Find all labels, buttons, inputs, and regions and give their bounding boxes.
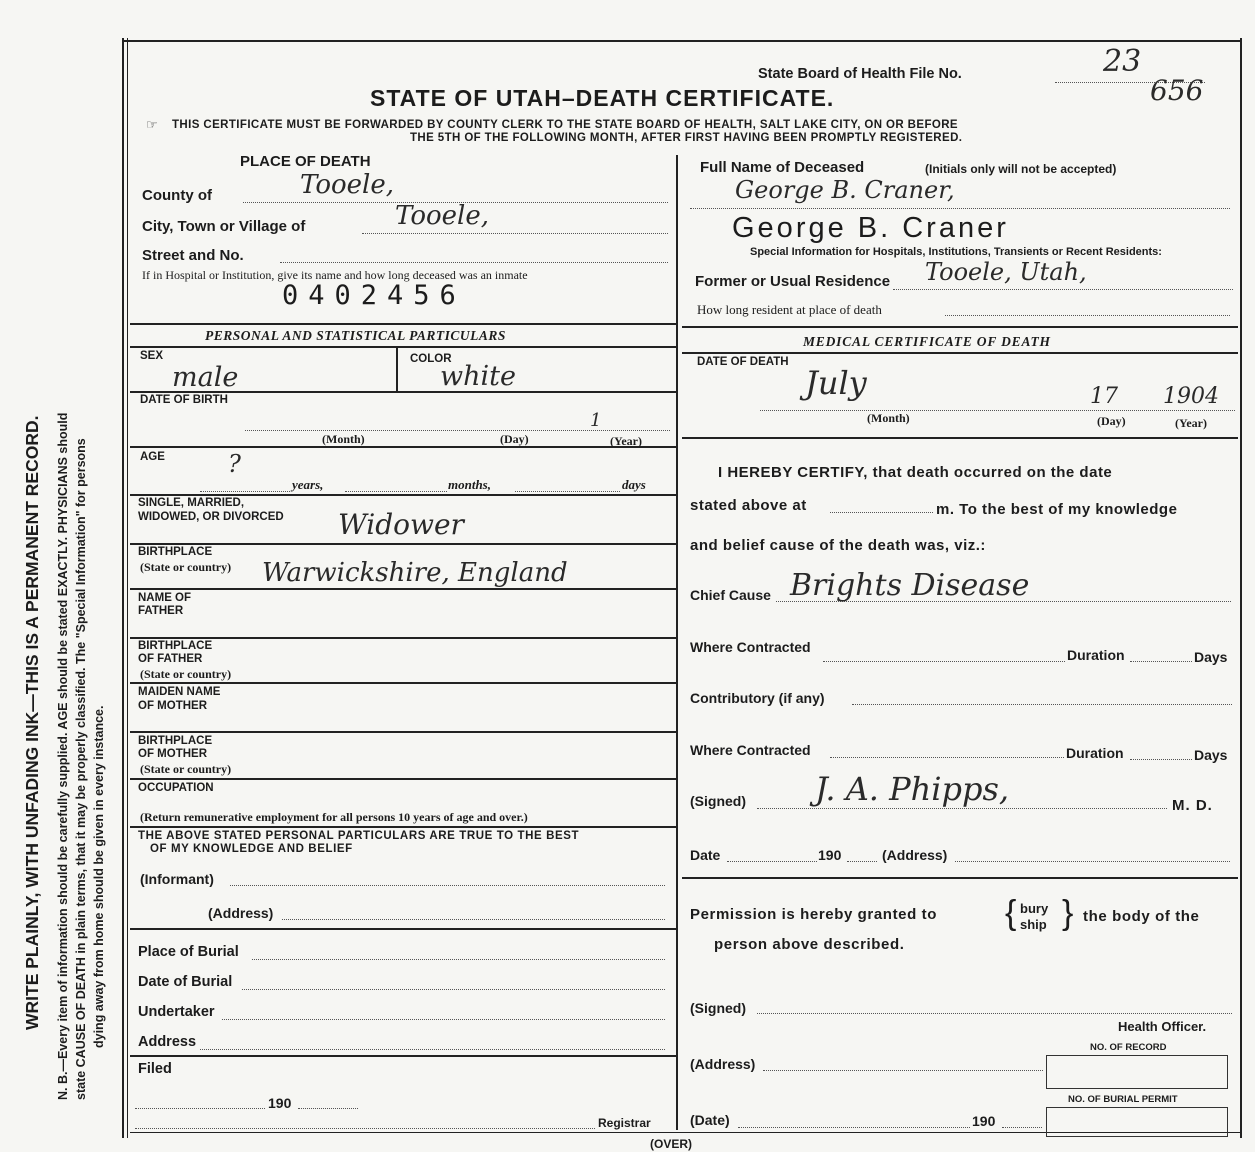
margin-note-line3: dying away from home should be given in every instance.	[92, 705, 106, 1048]
age-days-label: days	[622, 477, 646, 492]
no-of-burial-permit-label: NO. OF BURIAL PERMIT	[1068, 1094, 1178, 1105]
special-info-label: Special Information for Hospitals, Institutions, Transients or Recent Residents:	[750, 246, 1162, 258]
rule-marital	[130, 543, 676, 545]
deceased-name-note: (Initials only will not be accepted)	[925, 162, 1117, 176]
burial-date-line	[242, 989, 665, 990]
filed-label: Filed	[138, 1061, 172, 1077]
chief-cause-value: Brights Disease	[790, 568, 1030, 603]
rule-father	[130, 637, 676, 639]
place-of-death-heading: PLACE OF DEATH	[240, 153, 371, 170]
officer-address-line	[763, 1070, 1043, 1071]
dob-day-label: (Day)	[500, 432, 529, 446]
burial-address-label: Address	[138, 1034, 197, 1050]
death-day-value: 17	[1090, 384, 1118, 409]
physician-signed-label: (Signed)	[690, 793, 746, 809]
right-border-line	[1240, 38, 1242, 1138]
death-day-label: (Day)	[1097, 414, 1126, 428]
file-number-hand-top: 23	[1103, 44, 1142, 79]
death-month-value: July	[805, 364, 867, 402]
health-officer-label: Health Officer.	[1118, 1019, 1207, 1034]
informant-address-line	[282, 919, 665, 920]
occupation-note: (Return remunerative employment for all persons 10 years of age and over.)	[140, 810, 528, 824]
dob-mark: 1	[590, 410, 602, 431]
death-month-label: (Month)	[867, 411, 910, 425]
county-value: Tooele,	[300, 170, 394, 200]
certificate-title: STATE OF UTAH–DEATH CERTIFICATE.	[370, 85, 835, 111]
burial-place-label: Place of Burial	[138, 944, 239, 960]
color-label: COLOR	[410, 353, 452, 365]
officer-signed-line	[757, 1013, 1232, 1014]
marital-value: Widower	[338, 508, 464, 541]
deceased-name-value: George B. Craner,	[735, 176, 955, 204]
mother-bp-label-3: (State or country)	[140, 762, 232, 776]
informant-address-label: (Address)	[208, 905, 274, 921]
father-label-1: NAME OF	[138, 592, 192, 604]
city-label: City, Town or Village of	[142, 218, 306, 235]
undertaker-label: Undertaker	[138, 1004, 215, 1020]
city-line	[362, 233, 668, 234]
no-of-record-label: NO. OF RECORD	[1090, 1042, 1167, 1053]
margin-note-line2: state CAUSE OF DEATH in plain terms, that it may be properly classified. The "Special Information" for persons	[74, 438, 88, 1100]
left-brace-icon: {	[1005, 894, 1017, 932]
rule-burial	[130, 1055, 676, 1057]
sex-value: male	[172, 362, 239, 393]
instruction-line-2: THE 5TH OF THE FOLLOWING MONTH, AFTER FIRST HAVING BEEN PROMPTLY REGISTERED.	[410, 132, 963, 144]
permission-text-1: Permission is hereby granted to	[690, 906, 937, 923]
where-contracted-2-line	[830, 757, 1064, 758]
rule-dob	[130, 446, 676, 448]
officer-address-label: (Address)	[690, 1056, 756, 1072]
hospital-label: If in Hospital or Institution, give its name and how long deceased was an inmate	[142, 268, 528, 282]
age-value: ?	[228, 450, 241, 478]
city-value: Tooele,	[395, 201, 489, 231]
ship-option: ship	[1020, 917, 1047, 932]
age-label: AGE	[140, 451, 165, 463]
rule-personal-head	[130, 346, 676, 348]
instruction-line-1: THIS CERTIFICATE MUST BE FORWARDED BY COUNTY CLERK TO THE STATE BOARD OF HEALTH, SALT LAKE CITY, ON OR BEFORE	[172, 119, 959, 131]
right-brace-icon: }	[1062, 894, 1074, 932]
burial-address-line	[200, 1049, 665, 1050]
rule-sex-color	[396, 346, 398, 391]
duration-line-2	[1130, 759, 1192, 760]
true-statement-2: OF MY KNOWLEDGE AND BELIEF	[150, 843, 353, 855]
birthplace-state-label: (State or country)	[140, 560, 232, 574]
street-line	[280, 262, 668, 263]
margin-permanent-record: WRITE PLAINLY, WITH UNFADING INK—THIS IS A PERMANENT RECORD.	[22, 415, 42, 1030]
left-border-line	[122, 38, 124, 1138]
true-statement-1: THE ABOVE STATED PERSONAL PARTICULARS ARE TRUE TO THE BEST	[138, 830, 580, 842]
death-year-value: 1904	[1163, 384, 1219, 409]
filed-year-line	[298, 1108, 358, 1109]
age-months-line	[345, 491, 447, 492]
street-label: Street and No.	[142, 247, 244, 264]
mother-bp-label-2: OF MOTHER	[138, 748, 207, 760]
occupation-label: OCCUPATION	[138, 782, 214, 794]
informant-label: (Informant)	[140, 871, 214, 887]
residence-label: Former or Usual Residence	[695, 273, 891, 290]
margin-note-line1: N. B.—Every item of information should be carefully supplied. AGE should be stated EXACTLY. PHYSICIANS should	[56, 412, 70, 1100]
bury-option: bury	[1020, 901, 1049, 916]
age-years-label: years,	[292, 477, 324, 492]
rule-mother	[130, 731, 676, 733]
days-label-2: Days	[1194, 747, 1228, 763]
rule-age	[130, 494, 676, 496]
mother-label-1: MAIDEN NAME	[138, 686, 221, 698]
rule-medical-top	[682, 326, 1238, 328]
pointing-hand-icon: ☞	[146, 117, 158, 132]
age-years-line	[200, 491, 290, 492]
informant-line	[230, 885, 665, 886]
county-label: County of	[142, 187, 212, 204]
age-days-line	[515, 491, 620, 492]
filed-date-line	[135, 1108, 265, 1109]
physician-signed-line	[757, 808, 1167, 809]
personal-heading: PERSONAL AND STATISTICAL PARTICULARS	[205, 328, 506, 343]
certify-line-1: I HEREBY CERTIFY, that death occurred on the date	[718, 464, 1113, 481]
medical-date-label: Date	[690, 847, 721, 863]
center-divider	[676, 155, 678, 1130]
where-contracted-line	[823, 661, 1065, 662]
medical-year-190: 190	[818, 847, 842, 863]
father-bp-label-2: OF FATHER	[138, 653, 203, 665]
permission-text-3: person above described.	[714, 936, 905, 953]
record-number-box[interactable]	[1046, 1055, 1228, 1089]
filed-year-190: 190	[268, 1095, 292, 1111]
marital-label-1: SINGLE, MARRIED,	[138, 497, 245, 509]
where-contracted-label: Where Contracted	[690, 639, 811, 655]
permission-year-190: 190	[972, 1113, 996, 1129]
rule-permission-top	[682, 877, 1238, 879]
rule-mother-bp	[130, 778, 676, 780]
rule-informant	[130, 928, 676, 930]
burial-place-line	[252, 959, 665, 960]
rule-date-of-death	[682, 437, 1238, 439]
date-of-death-label: DATE OF DEATH	[697, 356, 789, 368]
deceased-name-line	[690, 208, 1230, 209]
days-label-1: Days	[1194, 649, 1228, 665]
mother-label-2: OF MOTHER	[138, 700, 207, 712]
rule-birthplace	[130, 588, 676, 590]
father-bp-label-1: BIRTHPLACE	[138, 640, 213, 652]
medical-address-label: (Address)	[882, 847, 948, 863]
dob-line	[245, 430, 670, 431]
permission-year-line	[1002, 1127, 1042, 1128]
physician-signature: J. A. Phipps,	[815, 770, 1010, 808]
rule-personal-top	[130, 323, 676, 325]
medical-year-line	[847, 861, 877, 862]
permission-date-label: (Date)	[690, 1112, 730, 1128]
medical-address-line	[955, 861, 1230, 862]
medical-date-line	[727, 861, 817, 862]
certify-line-3: and belief cause of the death was, viz.:	[690, 537, 986, 554]
how-long-label: How long resident at place of death	[697, 302, 882, 317]
registrar-label: Registrar	[598, 1116, 651, 1130]
deceased-name-label: Full Name of Deceased	[700, 159, 865, 176]
burial-permit-box[interactable]	[1046, 1107, 1228, 1137]
duration-label-1: Duration	[1067, 647, 1125, 663]
rule-medical-head	[682, 352, 1238, 354]
permission-date-line	[738, 1127, 970, 1128]
stamped-number: 0402456	[282, 280, 466, 311]
certify-line-2a: stated above at	[690, 497, 807, 514]
chief-cause-label: Chief Cause	[690, 587, 771, 603]
dob-month-label: (Month)	[322, 432, 365, 446]
top-border-line	[122, 40, 1242, 42]
contributory-label: Contributory (if any)	[690, 690, 825, 706]
certify-time-line	[830, 512, 933, 513]
father-label-2: FATHER	[138, 605, 184, 617]
permission-text-2: the body of the	[1083, 908, 1200, 925]
how-long-line	[945, 315, 1230, 316]
duration-line-1	[1130, 661, 1192, 662]
file-number-hand-bottom: 656	[1150, 74, 1204, 107]
medical-heading: MEDICAL CERTIFICATE OF DEATH	[803, 334, 1051, 349]
residence-line	[893, 289, 1233, 290]
birthplace-value: Warwickshire, England	[262, 558, 568, 588]
over-label: (OVER)	[650, 1137, 692, 1151]
registrar-line	[135, 1128, 595, 1129]
dob-year-label: (Year)	[610, 434, 642, 448]
duration-label-2: Duration	[1066, 745, 1124, 761]
file-number-label: State Board of Health File No.	[758, 66, 962, 82]
marital-label-2: WIDOWED, OR DIVORCED	[138, 511, 284, 523]
rule-occupation	[130, 826, 676, 828]
left-border-line-inner	[127, 38, 128, 1138]
mother-bp-label-1: BIRTHPLACE	[138, 735, 213, 747]
date-of-death-line	[760, 410, 1235, 411]
father-bp-label-3: (State or country)	[140, 667, 232, 681]
contributory-line	[852, 704, 1232, 705]
where-contracted-2-label: Where Contracted	[690, 742, 811, 758]
birthplace-label: BIRTHPLACE	[138, 546, 213, 558]
rule-father-bp	[130, 682, 676, 684]
color-value: white	[440, 361, 516, 392]
officer-signed-label: (Signed)	[690, 1000, 746, 1016]
burial-date-label: Date of Burial	[138, 974, 233, 990]
md-label: M. D.	[1172, 797, 1213, 814]
deceased-name-typed: George B. Craner	[732, 212, 1009, 244]
certify-line-2b: m. To the best of my knowledge	[936, 501, 1178, 518]
age-months-label: months,	[448, 477, 491, 492]
death-year-label: (Year)	[1175, 416, 1207, 430]
undertaker-line	[222, 1019, 665, 1020]
residence-value: Tooele, Utah,	[925, 258, 1087, 286]
dob-label: DATE OF BIRTH	[140, 394, 228, 406]
sex-label: SEX	[140, 350, 164, 362]
